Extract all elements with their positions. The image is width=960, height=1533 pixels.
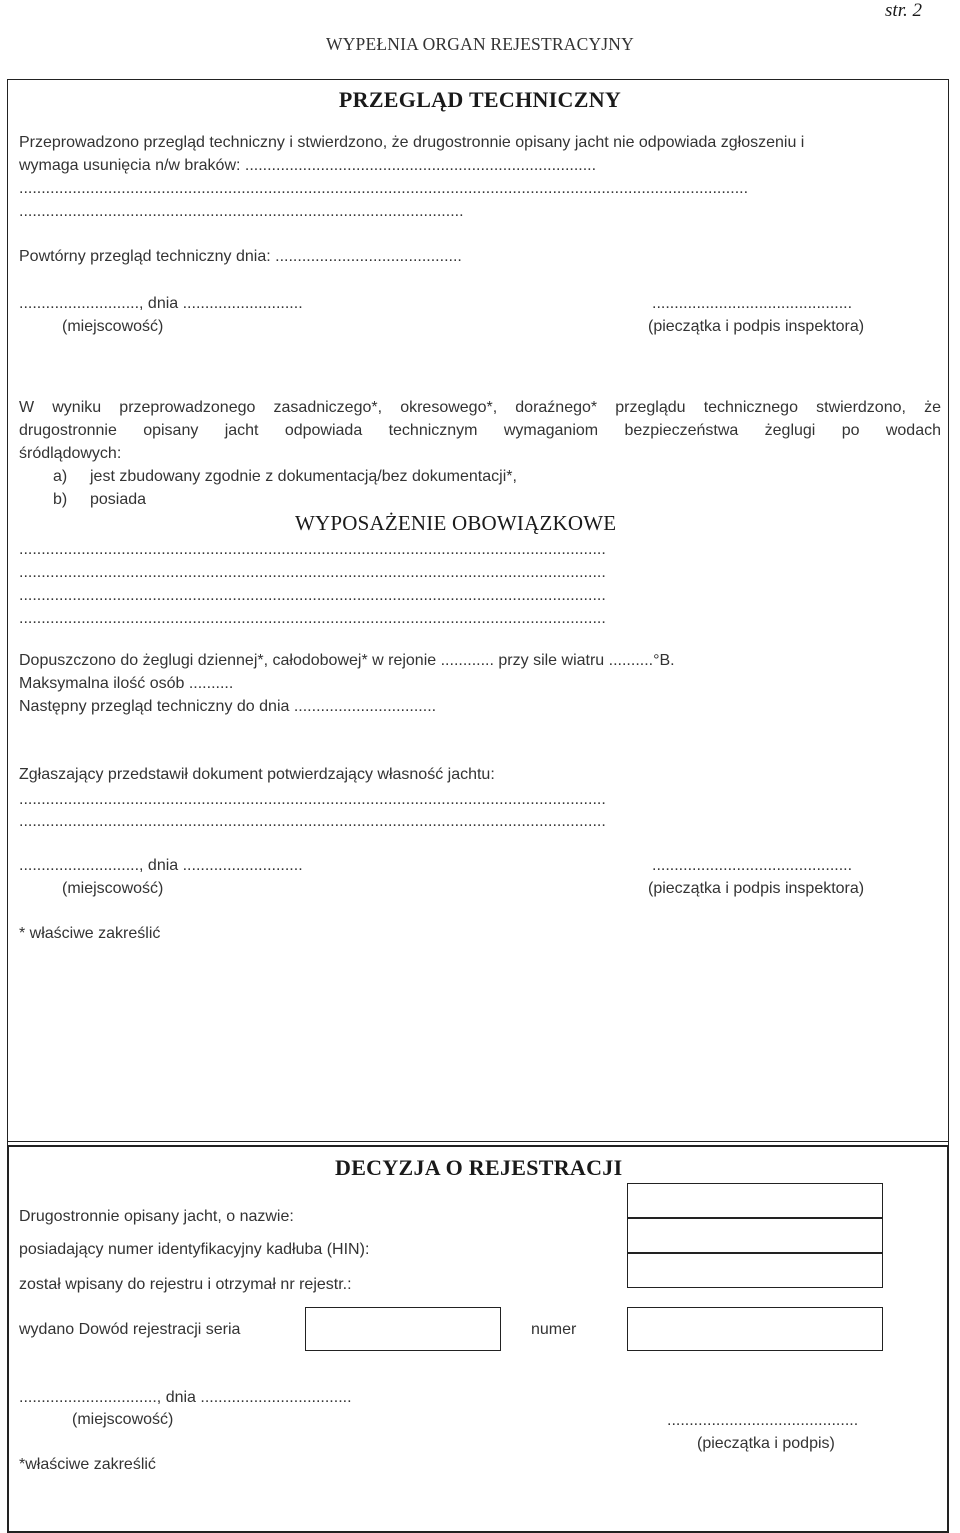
ownership-signature-label: (pieczątka i podpis inspektora)	[648, 880, 865, 897]
equipment-dots-line[interactable]: ....................................................................................................................................	[19, 587, 606, 604]
registration-number-label: został wpisany do rejestru i otrzymał nr rejestr.:	[19, 1276, 352, 1293]
repeat-inspection-date[interactable]: Powtórny przegląd techniczny dnia: ..........................................	[19, 248, 462, 265]
certificate-number-label: numer	[531, 1321, 577, 1338]
footnote-strike-out: * właściwe zakreślić	[19, 925, 161, 942]
decision-footnote: *właściwe zakreślić	[19, 1456, 156, 1473]
hin-field[interactable]	[627, 1218, 883, 1253]
item-a-text: jest zbudowany zgodnie z dokumentacją/bez dokumentacji*,	[90, 468, 517, 485]
equipment-dots-line[interactable]: ....................................................................................................................................	[19, 564, 606, 581]
certificate-series-label: wydano Dowód rejestracji seria	[19, 1321, 241, 1338]
decision-title: DECYZJA O REJESTRACJI	[335, 1155, 623, 1180]
result-line-2: drugostronnie opisany jacht odpowiada technicznym wymaganiom bezpieczeństwa żeglugi po wodach	[19, 422, 941, 439]
item-a-marker: a)	[53, 468, 68, 485]
inspection-place-label: (miejscowość)	[62, 318, 164, 335]
ownership-dots-line[interactable]: ....................................................................................................................................	[19, 813, 606, 830]
certificate-number-field[interactable]	[627, 1307, 883, 1351]
inspection-place-date[interactable]: ..........................., dnia ...........................	[19, 295, 303, 312]
inspection-signature-label: (pieczątka i podpis inspektora)	[648, 318, 865, 335]
equipment-dots-line[interactable]: ....................................................................................................................................	[19, 541, 606, 558]
hin-label: posiadający numer identyfikacyjny kadłuba (HIN):	[19, 1241, 370, 1258]
decision-place-date[interactable]: ..............................., dnia ..................................	[19, 1389, 352, 1406]
ownership-dots-line[interactable]: ....................................................................................................................................	[19, 791, 606, 808]
inspection-intro-line-2[interactable]: wymaga usunięcia n/w braków: ...............................................................................	[19, 157, 597, 174]
item-b-marker: b)	[53, 491, 68, 508]
yacht-name-label: Drugostronnie opisany jacht, o nazwie:	[19, 1208, 294, 1225]
decision-place-label: (miejscowość)	[72, 1411, 174, 1428]
item-b-text: posiada	[90, 491, 147, 508]
defects-dots-line-1[interactable]: ....................................................................................................................................................................	[19, 180, 749, 197]
equipment-title: WYPOSAŻENIE OBOWIĄZKOWE	[295, 511, 617, 535]
defects-dots-line-2[interactable]: ....................................................................................................	[19, 203, 464, 220]
page-number: str. 2	[885, 0, 922, 21]
ownership-statement: Zgłaszający przedstawił dokument potwierdzający własność jachtu:	[19, 766, 495, 783]
navigation-admission[interactable]: Dopuszczono do żeglugi dziennej*, całodobowej* w rejonie ............ przy sile wiatru ..........°B.	[19, 652, 675, 669]
next-inspection-date[interactable]: Następny przegląd techniczny do dnia ................................	[19, 698, 437, 715]
decision-signature-label: (pieczątka i podpis)	[697, 1435, 835, 1452]
decision-signature-dots[interactable]: ...........................................	[667, 1412, 859, 1429]
inspection-signature-dots[interactable]: .............................................	[652, 295, 853, 312]
registration-authority-header: WYPEŁNIA ORGAN REJESTRACYJNY	[326, 34, 634, 54]
yacht-name-field[interactable]	[627, 1183, 883, 1218]
ownership-signature-dots[interactable]: .............................................	[652, 857, 853, 874]
result-line-3: śródlądowych:	[19, 445, 122, 462]
ownership-place-label: (miejscowość)	[62, 880, 164, 897]
max-persons[interactable]: Maksymalna ilość osób ..........	[19, 675, 234, 692]
ownership-place-date[interactable]: ..........................., dnia ...........................	[19, 857, 303, 874]
inspection-intro-line-1: Przeprowadzono przegląd techniczny i stwierdzono, że drugostronnie opisany jacht nie odpowiada zgłoszeniu i	[19, 134, 805, 151]
certificate-series-field[interactable]	[305, 1307, 501, 1351]
equipment-dots-line[interactable]: ....................................................................................................................................	[19, 610, 606, 627]
inspection-title: PRZEGLĄD TECHNICZNY	[338, 87, 622, 112]
registration-number-field[interactable]	[627, 1253, 883, 1288]
result-line-1: W wyniku przeprowadzonego zasadniczego*, okresowego*, doraźnego* przeglądu technicznego stwierdzono, że	[19, 399, 941, 416]
